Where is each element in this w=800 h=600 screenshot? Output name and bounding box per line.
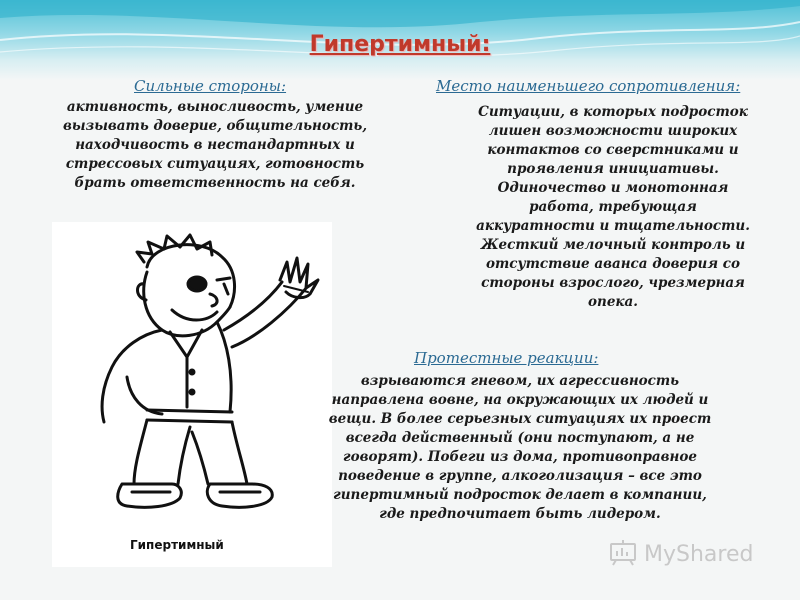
weak-point-heading: Место наименьшего сопротивления: xyxy=(436,77,741,95)
weak-point-line: стороны взрослого, чрезмерная xyxy=(481,275,745,291)
weak-point-line: опека. xyxy=(588,294,638,310)
weak-point-line: аккуратности и тщательности. xyxy=(476,218,750,234)
strengths-line: находчивость в нестандартных и xyxy=(75,137,355,153)
protest-line: вещи. В более серьезных ситуациях их проест xyxy=(328,411,712,427)
protest-line: говорят). Побеги из дома, противоправное xyxy=(343,449,697,465)
protest-heading: Протестные реакции: xyxy=(414,349,599,367)
weak-point-line: Жесткий мелочный контроль и xyxy=(480,237,746,253)
protest-line: где предпочитает быть лидером. xyxy=(379,506,661,522)
protest-text xyxy=(290,372,750,524)
weak-point-line: Одиночество и монотонная xyxy=(497,180,729,196)
figure-caption: Гипертимный xyxy=(130,538,224,552)
strengths-line: активность, выносливость, умение xyxy=(66,99,364,115)
strengths-line: брать ответственность на себя. xyxy=(74,175,356,191)
strengths-line: стрессовых ситуациях, готовность xyxy=(65,156,365,172)
protest-line: гипертимный подросток делает в компании, xyxy=(333,487,707,503)
protest-line: всегда действенный (они поступают, а не xyxy=(345,430,695,446)
strengths-text xyxy=(40,98,390,193)
protest-line: поведение в группе, алкоголизация – все это xyxy=(338,468,702,484)
strengths-line: вызывать доверие, общительность, xyxy=(62,118,368,134)
strengths-heading: Сильные стороны: xyxy=(134,77,287,95)
weak-point-line: проявления инициативы. xyxy=(507,161,719,177)
myshared-logo-text: MyShared xyxy=(644,541,754,567)
weak-point-text xyxy=(438,103,788,312)
weak-point-line: Ситуации, в которых подросток xyxy=(478,104,748,120)
weak-point-line: контактов со сверстниками и xyxy=(487,142,739,158)
weak-point-line: лишен возможности широких xyxy=(488,123,738,139)
protest-line: взрываются гневом, их агрессивность xyxy=(360,373,680,389)
page-title: Гипертимный: xyxy=(309,32,491,57)
weak-point-line: работа, требующая xyxy=(529,199,697,215)
protest-line: направлена вовне, на окружающих их людей и xyxy=(331,392,709,408)
myshared-logo-icon xyxy=(608,538,638,570)
myshared-watermark xyxy=(608,538,753,570)
weak-point-line: отсутствие аванса доверия со xyxy=(486,256,740,272)
